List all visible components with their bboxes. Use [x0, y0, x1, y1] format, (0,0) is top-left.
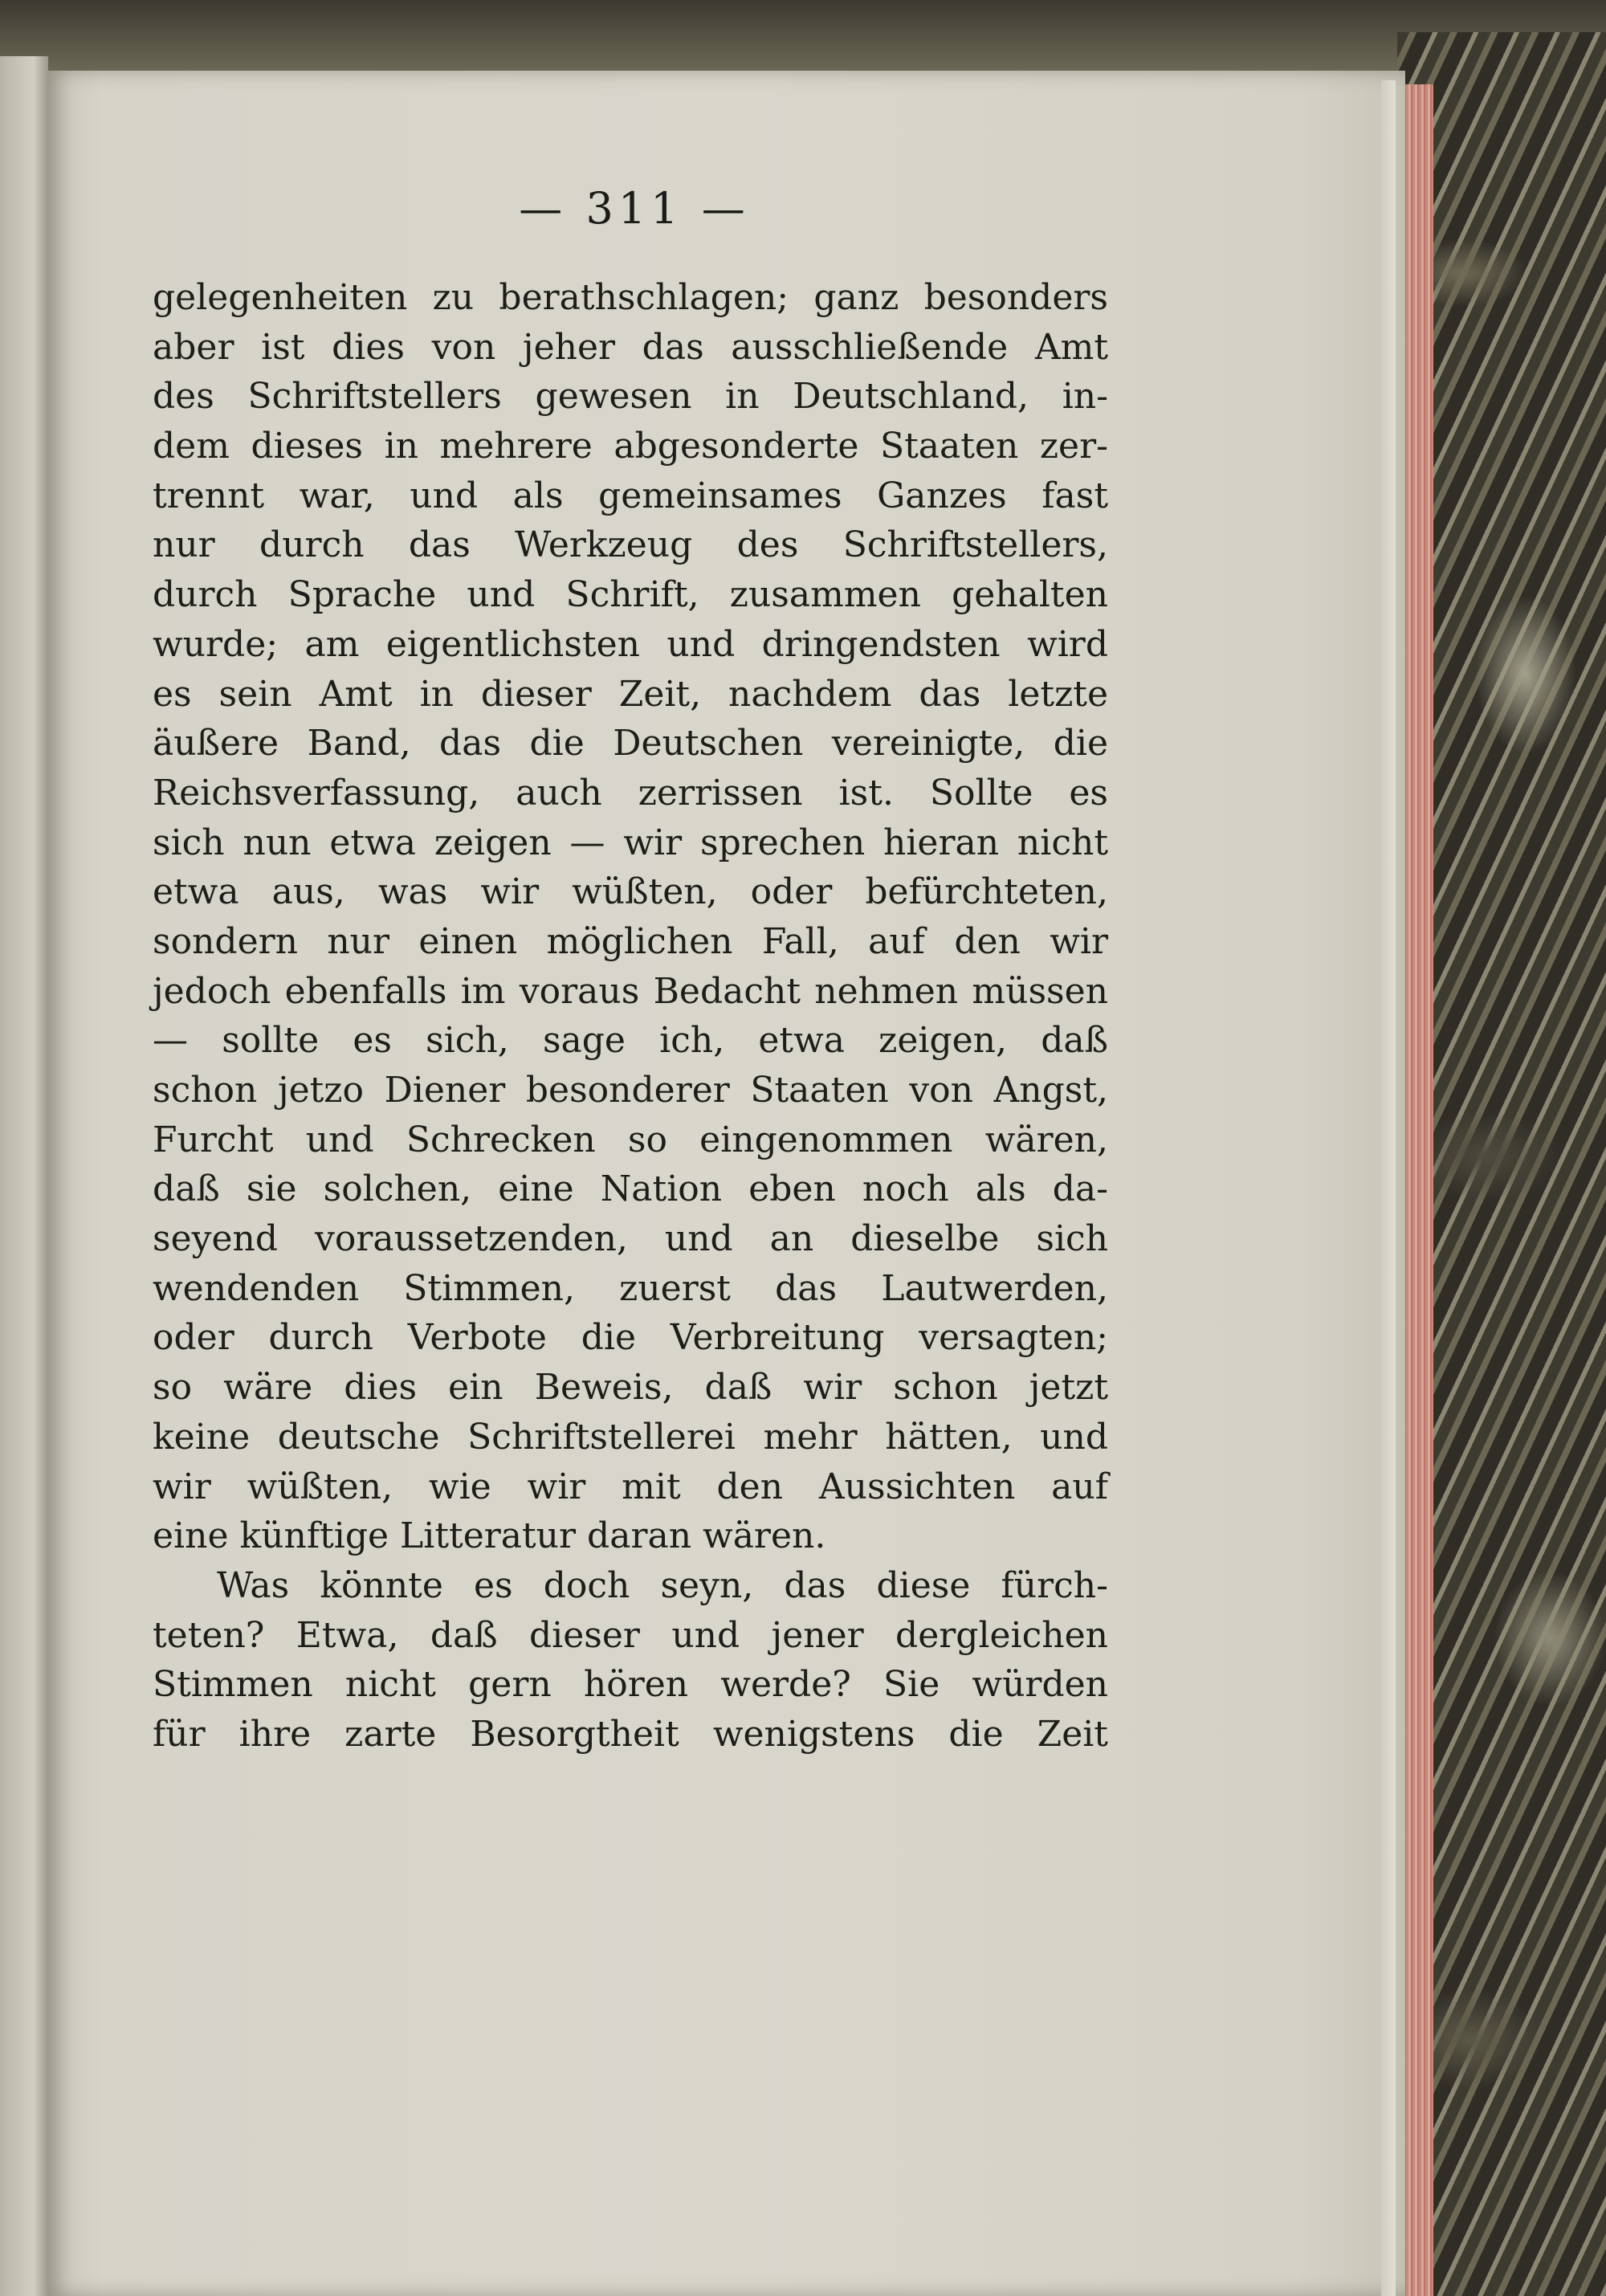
text-line: — sollte es sich, sage ich, etwa zeigen, daß — [153, 1020, 1108, 1062]
text-line: äußere Band, das die Deutschen vereinigte, die — [153, 723, 1108, 765]
text-line: so wäre dies ein Beweis, daß wir schon jetzt — [153, 1367, 1108, 1409]
text-line: teten? Etwa, daß dieser und jener dergleichen — [153, 1614, 1108, 1656]
text-line: dem dieses in mehrere abgesonderte Staaten zer- — [153, 426, 1108, 467]
text-line: Stimmen nicht gern hören werde? Sie würden — [153, 1664, 1108, 1706]
text-line: seyend voraussetzenden, und an dieselbe sich — [153, 1218, 1108, 1260]
text-line: keine deutsche Schriftstellerei mehr hätten, und — [153, 1416, 1108, 1458]
text-line: sich nun etwa zeigen — wir sprechen hieran nicht — [153, 822, 1108, 863]
text-line: daß sie solchen, eine Nation eben noch als da- — [153, 1168, 1108, 1210]
text-line: trennt war, und als gemeinsames Ganzes fast — [153, 475, 1108, 516]
text-line: aber ist dies von jeher das ausschließende Amt — [153, 326, 1108, 368]
text-line: gelegenheiten zu berathschlagen; ganz besonders — [153, 277, 1108, 318]
text-line: durch Sprache und Schrift, zusammen gehalten — [153, 574, 1108, 616]
text-line: jedoch ebenfalls im voraus Bedacht nehmen müssen — [153, 970, 1108, 1012]
text-line: für ihre zarte Besorgtheit wenigstens die Zeit — [153, 1713, 1108, 1755]
text-line: wurde; am eigentlichsten und dringendsten wird — [153, 623, 1108, 665]
text-line: Furcht und Schrecken so eingenommen wären, — [153, 1119, 1108, 1160]
page-number-header: — 311 — — [519, 183, 750, 234]
text-line: nur durch das Werkzeug des Schriftstellers, — [153, 524, 1108, 566]
text-line: Reichsverfassung, auch zerrissen ist. Sollte es — [153, 772, 1108, 814]
text-line: Was könnte es doch seyn, das diese fürch- — [217, 1564, 1108, 1606]
text-line: sondern nur einen möglichen Fall, auf den wir — [153, 920, 1108, 962]
text-line: es sein Amt in dieser Zeit, nachdem das letzte — [153, 673, 1108, 715]
body-text — [153, 273, 1108, 1760]
page-fore-edge — [1381, 80, 1396, 2296]
text-line: wir wüßten, wie wir mit den Aussichten auf — [153, 1466, 1108, 1507]
text-line: oder durch Verbote die Verbreitung versagten; — [153, 1317, 1108, 1359]
text-line: etwa aus, was wir wüßten, oder befürchteten, — [153, 871, 1108, 913]
text-line: schon jetzo Diener besonderer Staaten von Angst, — [153, 1070, 1108, 1111]
text-line: wendenden Stimmen, zuerst das Lautwerden, — [153, 1267, 1108, 1309]
text-line: des Schriftstellers gewesen in Deutschland, in- — [153, 376, 1108, 418]
text-line: eine künftige Litteratur daran wären. — [153, 1515, 826, 1557]
left-page-edge — [0, 56, 48, 2296]
book-top-edge — [0, 0, 1606, 76]
